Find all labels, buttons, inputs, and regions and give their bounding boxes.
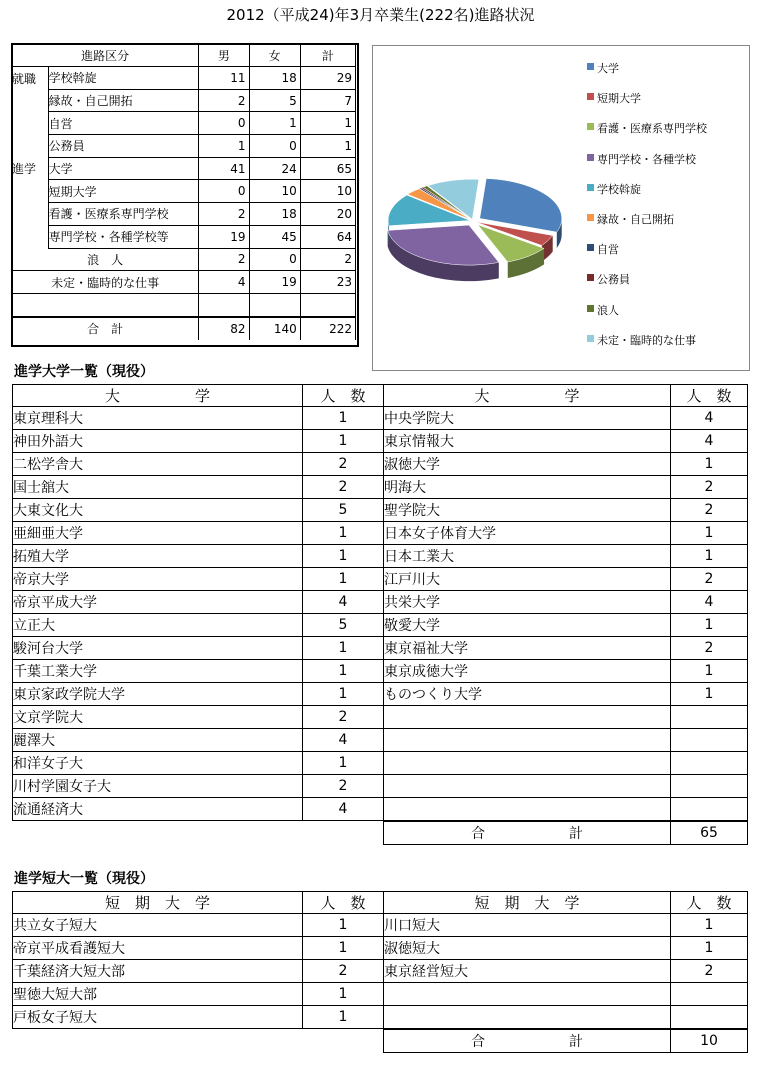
summary-female: 45 [249, 225, 300, 248]
summary-female [249, 293, 300, 316]
school-count: 2 [303, 960, 384, 983]
table-row [13, 568, 748, 591]
summary-item: 短期大学 [48, 180, 199, 203]
summary-total: 20 [300, 203, 355, 226]
school-count: 1 [303, 430, 384, 453]
school-name: 和洋女子大 [13, 752, 303, 775]
school-count: 2 [303, 775, 384, 798]
school-count: 1 [303, 914, 384, 937]
summary-female: 18 [249, 67, 300, 90]
legend-label: 未定・臨時的な仕事 [597, 333, 696, 347]
summary-header-female: 女 [249, 44, 300, 67]
legend-item [587, 211, 707, 241]
column-header-name: 大 学 [384, 385, 671, 407]
table-row [13, 706, 748, 729]
summary-male: 2 [199, 248, 249, 271]
school-name: 千葉工業大学 [13, 660, 303, 683]
school-count: 1 [671, 545, 748, 568]
summary-category [12, 112, 48, 135]
school-name: 戸板女子短大 [13, 1006, 303, 1029]
summary-item: 学校斡旋 [48, 67, 199, 90]
table-row [13, 499, 748, 522]
legend-item [587, 302, 707, 332]
school-name: 川口短大 [384, 914, 671, 937]
school-count: 2 [671, 499, 748, 522]
legend-swatch [587, 244, 594, 251]
summary-total: 65 [300, 157, 355, 180]
school-name: 明海大 [384, 476, 671, 499]
school-name: 共栄大学 [384, 591, 671, 614]
summary-female: 18 [249, 203, 300, 226]
summary-male: 11 [199, 67, 249, 90]
summary-total: 1 [300, 135, 355, 158]
summary-total-female: 140 [249, 317, 300, 340]
legend-swatch [587, 214, 594, 221]
summary-male: 19 [199, 225, 249, 248]
school-name: 中央学院大 [384, 407, 671, 430]
column-header-count: 人 数 [303, 385, 384, 407]
table-row [13, 1006, 748, 1029]
school-name: 東京家政学院大学 [13, 683, 303, 706]
column-header-count: 人 数 [671, 385, 748, 407]
school-name [384, 729, 671, 752]
summary-row [12, 180, 356, 203]
school-name [384, 775, 671, 798]
legend-swatch [587, 63, 594, 70]
summary-row [12, 89, 356, 112]
school-count: 1 [671, 614, 748, 637]
university-total-label: 合 計 [384, 822, 671, 845]
school-name: 淑徳短大 [384, 937, 671, 960]
legend-swatch [587, 305, 594, 312]
school-count: 2 [671, 476, 748, 499]
legend-label: 縁故・自己開拓 [597, 212, 674, 226]
summary-header-male: 男 [199, 44, 249, 67]
summary-item: 公務員 [48, 135, 199, 158]
summary-total: 2 [300, 248, 355, 271]
summary-item: 看護・医療系専門学校 [48, 203, 199, 226]
legend-label: 専門学校・各種学校 [597, 152, 696, 166]
school-name [384, 983, 671, 1006]
school-count: 2 [671, 637, 748, 660]
school-name [384, 1006, 671, 1029]
school-count [671, 752, 748, 775]
school-name: 淑徳大学 [384, 453, 671, 476]
summary-total: 23 [300, 271, 355, 294]
school-count: 1 [303, 522, 384, 545]
summary-row [12, 271, 356, 294]
school-name: 麗澤大 [13, 729, 303, 752]
summary-table [12, 44, 356, 340]
pie-chart [372, 45, 750, 371]
school-name: 帝京大学 [13, 568, 303, 591]
university-total [383, 821, 748, 845]
summary-male: 4 [199, 271, 249, 294]
summary-total-row [12, 317, 356, 340]
legend-label: 短期大学 [597, 92, 641, 106]
junior-college-total-value: 10 [671, 1030, 748, 1053]
summary-male: 1 [199, 135, 249, 158]
summary-item: 未定・臨時的な仕事 [12, 271, 199, 294]
table-row [13, 937, 748, 960]
legend-label: 公務員 [597, 273, 630, 287]
school-name: 立正大 [13, 614, 303, 637]
school-name: 日本工業大 [384, 545, 671, 568]
summary-female: 10 [249, 180, 300, 203]
summary-row [12, 67, 356, 90]
summary-female: 19 [249, 271, 300, 294]
summary-total: 29 [300, 67, 355, 90]
table-row [13, 591, 748, 614]
school-count: 4 [671, 407, 748, 430]
school-count: 1 [671, 660, 748, 683]
summary-category [12, 89, 48, 112]
legend-label: 大学 [597, 62, 619, 75]
table-row [13, 983, 748, 1006]
school-name: 聖学院大 [384, 499, 671, 522]
table-row [13, 545, 748, 568]
legend-label: 浪人 [597, 303, 619, 317]
table-row [13, 775, 748, 798]
school-count [671, 983, 748, 1006]
summary-category [12, 225, 48, 248]
school-name: 文京学院大 [13, 706, 303, 729]
school-count: 1 [671, 683, 748, 706]
summary-item [12, 293, 199, 316]
summary-female: 0 [249, 135, 300, 158]
table-row [13, 960, 748, 983]
school-name [384, 798, 671, 821]
column-header-count: 人 数 [671, 892, 748, 914]
university-table [12, 384, 748, 821]
table-row [13, 683, 748, 706]
school-count: 1 [303, 983, 384, 1006]
summary-female: 1 [249, 112, 300, 135]
school-name: 日本女子体育大学 [384, 522, 671, 545]
legend-item [587, 151, 707, 181]
school-count: 1 [303, 637, 384, 660]
school-count: 1 [671, 914, 748, 937]
legend-label: 学校斡旋 [597, 182, 641, 196]
legend-swatch [587, 154, 594, 161]
university-total-value: 65 [671, 822, 748, 845]
school-count: 4 [303, 798, 384, 821]
school-count: 1 [671, 522, 748, 545]
school-count: 1 [671, 453, 748, 476]
school-name: 千葉経済大短大部 [13, 960, 303, 983]
column-header-count: 人 数 [303, 892, 384, 914]
junior-college-total-label: 合 計 [384, 1030, 671, 1053]
school-count [671, 775, 748, 798]
junior-college-section-title: 進学短大一覧（現役） [14, 871, 154, 887]
school-name: 帝京平成大学 [13, 591, 303, 614]
summary-category: 就職 [12, 71, 37, 86]
column-header-name: 短 期 大 学 [13, 892, 303, 914]
school-count: 4 [671, 591, 748, 614]
table-row [13, 729, 748, 752]
summary-total: 64 [300, 225, 355, 248]
legend-item [587, 120, 707, 150]
school-count: 5 [303, 614, 384, 637]
summary-total: 1 [300, 112, 355, 135]
school-name: 江戸川大 [384, 568, 671, 591]
summary-header-category: 進路区分 [12, 44, 199, 67]
legend-swatch [587, 274, 594, 281]
school-count: 5 [303, 499, 384, 522]
school-count: 2 [671, 960, 748, 983]
summary-row [12, 203, 356, 226]
table-row [13, 407, 748, 430]
school-name: 駿河台大学 [13, 637, 303, 660]
school-name: 川村学園女子大 [13, 775, 303, 798]
table-row [13, 798, 748, 821]
school-count: 1 [303, 407, 384, 430]
summary-category [12, 135, 48, 158]
legend-swatch [587, 123, 594, 130]
legend-swatch [587, 335, 594, 342]
school-count: 1 [303, 752, 384, 775]
summary-total-male: 82 [199, 317, 249, 340]
summary-male: 41 [199, 157, 249, 180]
legend-item [587, 181, 707, 211]
school-count: 2 [303, 453, 384, 476]
legend-item [587, 271, 707, 301]
summary-row [12, 225, 356, 248]
table-row [13, 453, 748, 476]
summary-item: 自営 [48, 112, 199, 135]
school-name: 東京理科大 [13, 407, 303, 430]
legend-item [587, 90, 707, 120]
summary-item: 大学 [48, 157, 199, 180]
summary-item: 浪 人 [12, 248, 199, 271]
school-name: 帝京平成看護短大 [13, 937, 303, 960]
school-count: 4 [671, 430, 748, 453]
school-name [384, 752, 671, 775]
summary-total-all: 222 [300, 317, 355, 340]
school-count [671, 729, 748, 752]
school-name: 神田外語大 [13, 430, 303, 453]
school-count: 2 [671, 568, 748, 591]
school-name: 東京成徳大学 [384, 660, 671, 683]
summary-male [199, 293, 249, 316]
school-count: 1 [671, 937, 748, 960]
table-row [13, 660, 748, 683]
table-row [13, 914, 748, 937]
chart-legend [587, 60, 707, 362]
school-count [671, 706, 748, 729]
summary-row [12, 293, 356, 316]
summary-male: 0 [199, 180, 249, 203]
school-name: 東京情報大 [384, 430, 671, 453]
summary-female: 5 [249, 89, 300, 112]
pie-chart-plot [373, 46, 583, 368]
legend-swatch [587, 184, 594, 191]
table-row [13, 430, 748, 453]
legend-swatch [587, 93, 594, 100]
table-row [13, 752, 748, 775]
summary-row [12, 157, 356, 180]
school-name: 拓殖大学 [13, 545, 303, 568]
page-title: 2012（平成24)年3月卒業生(222名)進路状況 [226, 6, 535, 24]
summary-row [12, 135, 356, 158]
school-name: 聖徳大短大部 [13, 983, 303, 1006]
school-count [671, 798, 748, 821]
summary-category: 進学 [12, 162, 37, 177]
summary-total-label: 合 計 [12, 317, 199, 340]
legend-label: 自営 [597, 243, 619, 257]
junior-college-total [383, 1029, 748, 1053]
legend-item [587, 332, 707, 362]
legend-label: 看護・医療系専門学校 [597, 122, 707, 136]
school-count: 1 [303, 545, 384, 568]
school-name: 大東文化大 [13, 499, 303, 522]
summary-male: 2 [199, 203, 249, 226]
summary-male: 0 [199, 112, 249, 135]
summary-header-total: 計 [300, 44, 355, 67]
school-name: 亜細亜大学 [13, 522, 303, 545]
school-count: 1 [303, 683, 384, 706]
summary-category [12, 203, 48, 226]
table-row [13, 476, 748, 499]
school-count: 1 [303, 660, 384, 683]
summary-male: 2 [199, 89, 249, 112]
school-name: ものつくり大学 [384, 683, 671, 706]
table-row [13, 614, 748, 637]
summary-total: 7 [300, 89, 355, 112]
summary-category [12, 180, 48, 203]
school-name: 東京経営短大 [384, 960, 671, 983]
school-name: 二松学舎大 [13, 453, 303, 476]
school-name: 流通経済大 [13, 798, 303, 821]
school-name: 東京福祉大学 [384, 637, 671, 660]
school-count [671, 1006, 748, 1029]
university-section-title: 進学大学一覧（現役） [14, 364, 154, 380]
table-row [13, 522, 748, 545]
legend-item [587, 241, 707, 271]
summary-female: 24 [249, 157, 300, 180]
school-count: 4 [303, 591, 384, 614]
school-count: 1 [303, 568, 384, 591]
school-count: 4 [303, 729, 384, 752]
school-count: 2 [303, 706, 384, 729]
pie-slice-1 [480, 179, 562, 233]
column-header-name: 短 期 大 学 [384, 892, 671, 914]
legend-item [587, 60, 707, 90]
school-name: 敬愛大学 [384, 614, 671, 637]
summary-item: 専門学校・各種学校等 [48, 225, 199, 248]
school-count: 2 [303, 476, 384, 499]
summary-total: 10 [300, 180, 355, 203]
school-name [384, 706, 671, 729]
summary-row [12, 248, 356, 271]
school-name: 共立女子短大 [13, 914, 303, 937]
school-count: 1 [303, 1006, 384, 1029]
table-row [13, 637, 748, 660]
column-header-name: 大 学 [13, 385, 303, 407]
school-count: 1 [303, 937, 384, 960]
summary-female: 0 [249, 248, 300, 271]
school-name: 国士舘大 [13, 476, 303, 499]
summary-total [300, 293, 355, 316]
summary-item: 縁故・自己開拓 [48, 89, 199, 112]
junior-college-table [12, 891, 748, 1029]
summary-row [12, 112, 356, 135]
